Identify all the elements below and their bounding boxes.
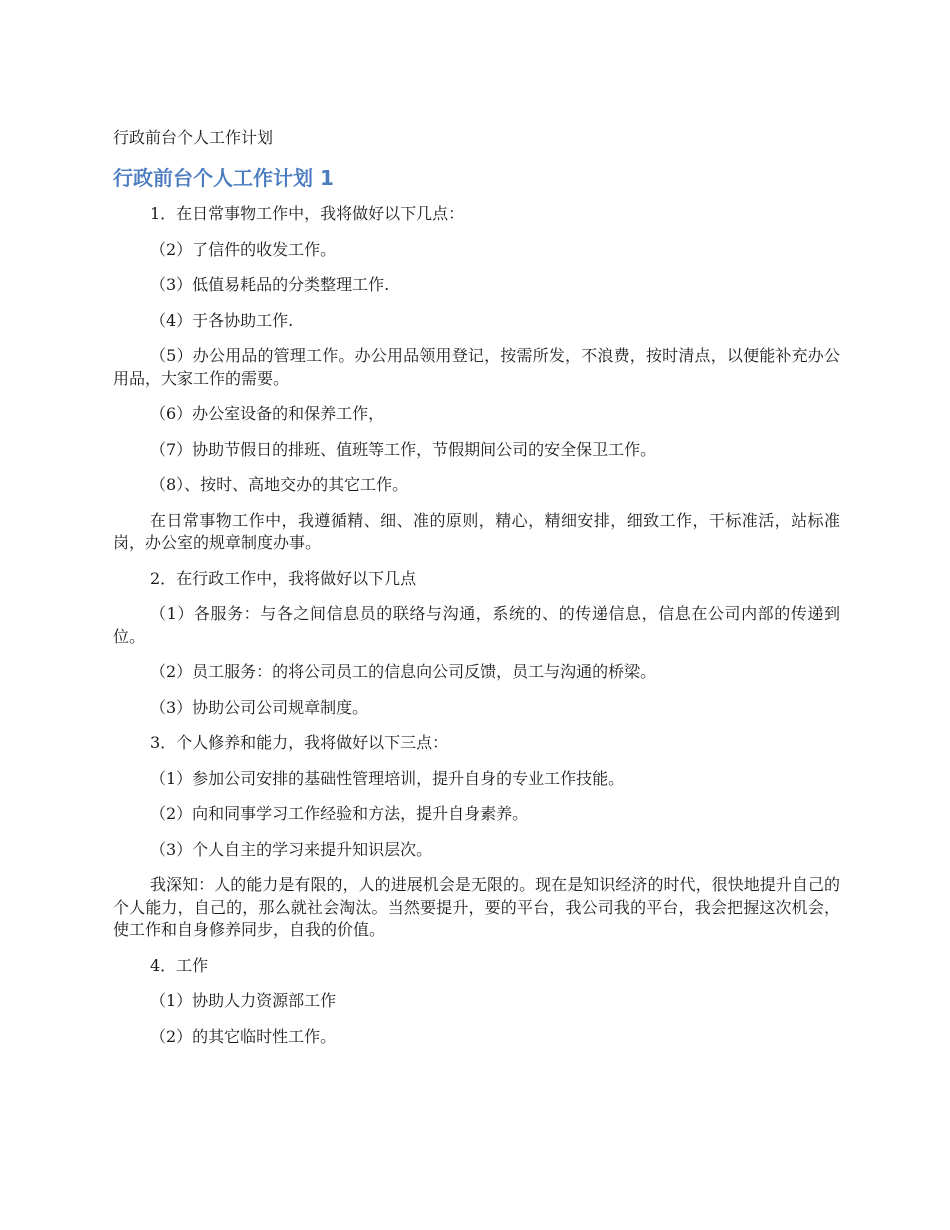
paragraph: （3）协助公司公司规章制度。 — [150, 697, 369, 717]
paragraph: （1）参加公司安排的基础性管理培训，提升自身的专业工作技能。 — [150, 768, 625, 788]
paragraph: 在日常事物工作中，我遵循精、细、准的原则，精心，精细安排，细致工作，干标准活，站标准岗，办公室的规章制度办事。 — [113, 510, 840, 552]
paragraph: （6）办公室设备的和保养工作， — [150, 404, 385, 423]
paragraph: （2）的其它临时性工作。 — [150, 1026, 337, 1046]
paragraph: 1．在日常事物工作中，我将做好以下几点： — [150, 204, 465, 223]
paragraph: （1）各服务：与各之间信息员的联络与沟通，系统的、的传递信息，信息在公司内部的传递到位。 — [113, 604, 840, 646]
document-title: 行政前台个人工作计划 — [113, 128, 274, 147]
paragraph: （2）员工服务：的将公司员工的信息向公司反馈，员工与沟通的桥梁。 — [150, 662, 657, 681]
paragraph: （2）向和同事学习工作经验和方法，提升自身素养。 — [150, 804, 529, 823]
paragraph: （3）低值易耗品的分类整理工作. — [150, 275, 390, 294]
paragraph: （4）于各协助工作. — [150, 310, 294, 330]
section-heading: 行政前台个人工作计划 1 — [113, 166, 334, 190]
paragraph: （1）协助人力资源部工作 — [150, 991, 337, 1010]
paragraph: 我深知：人的能力是有限的，人的进展机会是无限的。现在是知识经济的时代，很快地提升自己的个人能力，自己的，那么就社会淘汰。当然要提升，要的平台，我公司我的平台，我会把握这次机会，使工作和自身修养同步，自我的价值。 — [113, 875, 840, 939]
paragraph: （3）个人自主的学习来提升知识层次。 — [150, 839, 433, 859]
paragraph: 4．工作 — [150, 955, 209, 975]
paragraph: （2）了信件的收发工作。 — [150, 239, 337, 259]
paragraph: （7）协助节假日的排班、值班等工作，节假期间公司的安全保卫工作。 — [150, 439, 657, 459]
paragraph: （5）办公用品的管理工作。办公用品领用登记，按需所发，不浪费，按时清点，以便能补充办公用品，大家工作的需要。 — [113, 346, 840, 388]
paragraph: 3．个人修养和能力，我将做好以下三点： — [150, 733, 449, 752]
paragraph: （8）、按时、高地交办的其它工作。 — [150, 475, 409, 494]
document-body — [113, 203, 840, 1061]
paragraph: 2．在行政工作中，我将做好以下几点 — [150, 568, 417, 588]
